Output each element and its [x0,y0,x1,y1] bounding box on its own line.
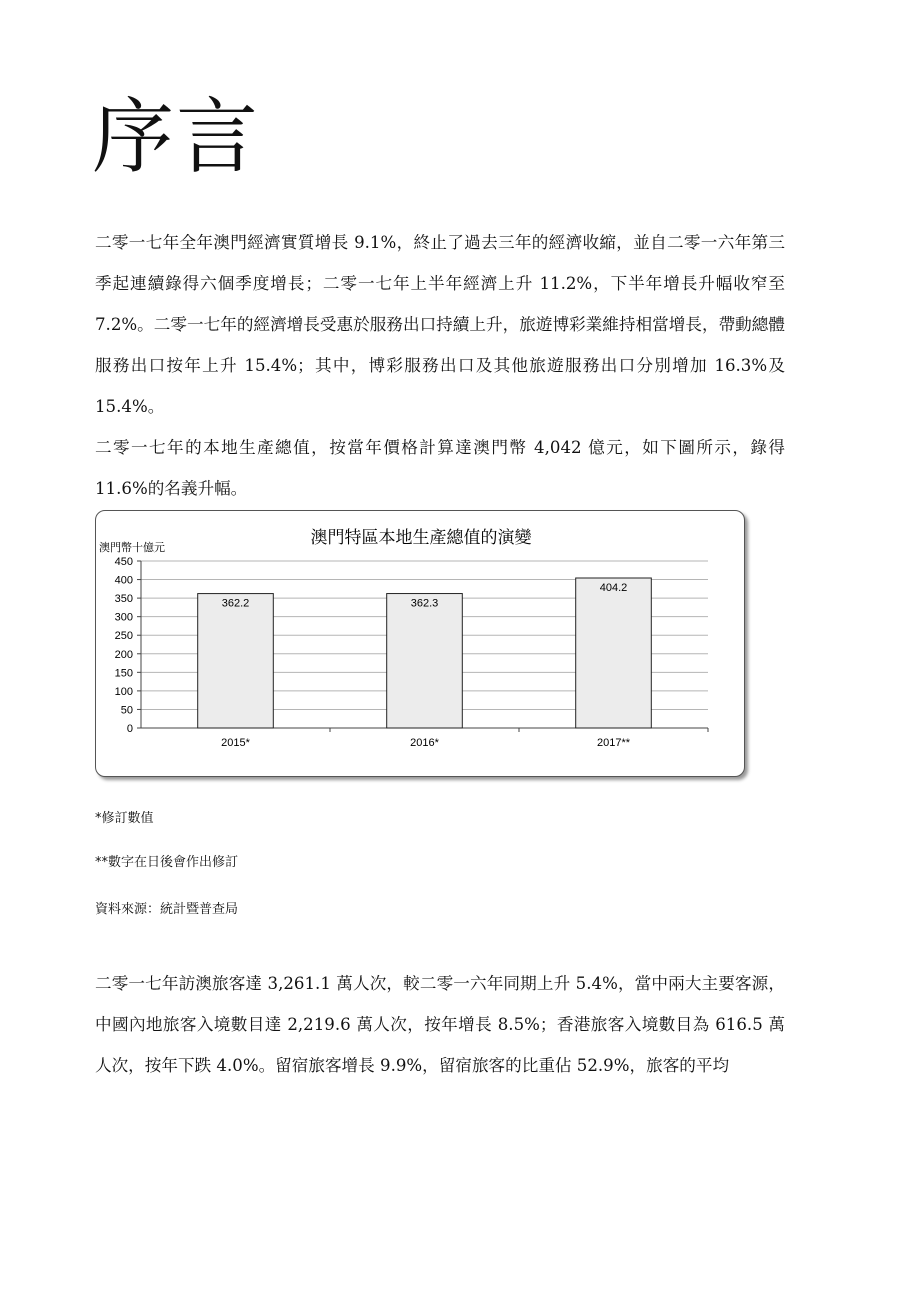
y-tick-label: 0 [126,723,133,735]
gdp-chart-svg [96,511,746,778]
data-label: 404.2 [599,581,628,594]
footnote-subject-to-revision: **數字在日後會作出修訂 [95,855,239,870]
y-axis-label: 澳門幣十億元 [99,542,165,554]
paragraph-gdp: 二零一七年的本地生產總值，按當年價格計算達澳門幣 4,042 億元，如下圖所示，錄得 11.6%的名義升幅。 [95,438,785,498]
y-tick-label: 400 [114,574,133,587]
paragraph-visitors: 二零一七年訪澳旅客達 3,261.1 萬人次，較二零一六年同期上升 5.4%，當中兩大主要客源，中國內地旅客入境數目達 2,219.6 萬人次，按年增長 8.5%；香港旅客入境數目為 616.5 萬人次，按年下跌 4.0%。留宿旅客增長 9.9%，留宿旅客的比重佔 52.9%，旅客的平均 [95,974,785,1075]
bar-2016 [387,594,463,728]
data-label: 362.3 [410,597,439,610]
bar-2015 [198,594,274,728]
y-tick-label: 450 [114,556,133,568]
bar-2017 [576,578,652,728]
data-label: 362.2 [221,597,250,610]
y-tick-label: 250 [114,630,133,643]
x-tick-label: 2015* [221,737,250,749]
y-tick-label: 350 [114,593,133,606]
y-tick-label: 150 [114,667,133,680]
x-tick-label: 2016* [410,737,439,749]
x-tick-label: 2017** [596,737,631,749]
gdp-chart [95,510,745,777]
source-note: 資料來源：統計暨普查局 [95,902,239,917]
y-tick-label: 50 [120,704,133,717]
page-title: 序言 [92,90,261,185]
y-tick-label: 100 [114,685,133,698]
y-tick-label: 200 [114,648,133,661]
paragraph-economy: 二零一七年全年澳門經濟實質增長 9.1%，終止了過去三年的經濟收縮，並自二零一六年第三季起連續錄得六個季度增長；二零一七年上半年經濟上升 11.2%，下半年增長升幅收窄至 7.2%。二零一七年的經濟增長受惠於服務出口持續上升，旅遊博彩業維持相當增長，帶動總體服務出口按年上升 15.4%；其中，博彩服務出口及其他旅遊服務出口分別增加 16.3%及 15.4%。 [95,233,785,416]
y-tick-label: 300 [114,611,133,624]
footnote-revised: *修訂數值 [95,811,154,826]
chart-title: 澳門特區本地生產總值的演變 [310,528,532,547]
